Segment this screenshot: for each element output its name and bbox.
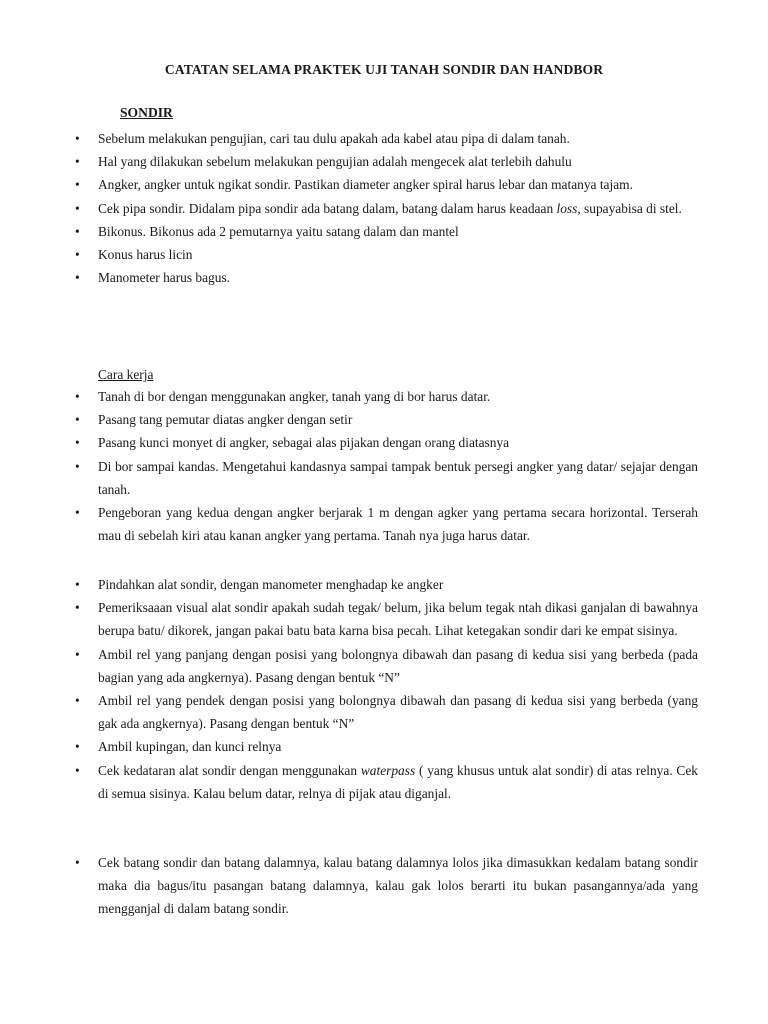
list-item: • Pasang tang pemutar diatas angker dengan setir [75,408,698,431]
batang-check-list [75,851,698,921]
list-item: • Sebelum melakukan pengujian, cari tau dulu apakah ada kabel atau pipa di dalam tanah. [75,127,698,150]
list-item: • Bikonus. Bikonus ada 2 pemutarnya yaitu satang dalam dan mantel [75,220,698,243]
list-item: • Tanah di bor dengan menggunakan angker, tanah yang di bor harus datar. [75,385,698,408]
list-item: • Di bor sampai kandas. Mengetahui kandasnya sampai tampak bentuk persegi angker yang datar/ sejajar dengan tanah. [75,455,698,501]
list-item [75,759,698,805]
list-item: • Ambil rel yang pendek dengan posisi yang bolongnya dibawah dan pasang di kedua sisi yang berbeda (yang gak ada angkernya). Pasang dengan bentuk “N” [75,689,698,735]
section-heading-sondir: SONDIR [120,105,173,120]
list-item-text: Cek kedataran alat sondir dengan menggunakan [98,762,361,778]
list-item: • Hal yang dilakukan sebelum melakukan pengujian adalah mengecek alat terlebih dahulu [75,150,698,173]
document-title: CATATAN SELAMA PRAKTEK UJI TANAH SONDIR DAN HANDBOR [164,62,604,77]
list-item: • Manometer harus bagus. [75,266,698,289]
list-item: • Pengeboran yang kedua dengan angker berjarak 1 m dengan agker yang pertama secara horizontal. Terserah mau di sebelah kiri atau kanan angker yang pertama. Tanah nya juga harus datar. [75,501,698,547]
italic-term: loss [556,200,578,216]
section-heading-cara-kerja: Cara kerja [98,367,154,382]
list-item: • Pemeriksaaan visual alat sondir apakah sudah tegak/ belum, jika belum tegak ntah dikasi ganjalan di bawahnya berupa batu/ dikorek, jangan pakai batu bata karna bisa pecah. Lihat ketegakan sondir dari ke empat sisinya. [75,596,698,642]
list-item: • Pindahkan alat sondir, dengan manometer menghadap ke angker [75,573,698,596]
list-item-text: , supayabisa di stel. [577,200,682,216]
list-item: • Ambil kupingan, dan kunci relnya [75,735,698,758]
list-item: • Cek batang sondir dan batang dalamnya, kalau batang dalamnya lolos jika dimasukkan kedalam batang sondir maka dia bagus/itu pasangan batang dalamnya, kalau gak lolos berarti itu bukan pasangannya/ada yang mengganjal di dalam batang sondir. [75,851,698,921]
list-item-text: Cek pipa sondir. Didalam pipa sondir ada batang dalam, batang dalam harus keadaan [98,200,557,216]
list-item: • Konus harus licin [75,243,698,266]
cara-kerja-list [75,385,698,547]
list-item: • Angker, angker untuk ngikat sondir. Pastikan diameter angker spiral harus lebar dan matanya tajam. [75,173,698,196]
alat-setup-list [75,573,698,805]
list-item [75,197,698,220]
list-item: • Ambil rel yang panjang dengan posisi yang bolongnya dibawah dan pasang di kedua sisi yang berbeda (pada bagian yang ada angkernya). Pasang dengan bentuk “N” [75,643,698,689]
list-item-text: ( yang khusus untuk alat sondir) di atas relnya. Cek di semua sisinya. Kalau belum datar, relnya di pijak atau diganjal. [98,762,699,801]
italic-term: waterpass [360,762,416,778]
list-item: • Pasang kunci monyet di angker, sebagai alas pijakan dengan orang diatasnya [75,431,698,454]
sondir-checklist [75,127,698,289]
